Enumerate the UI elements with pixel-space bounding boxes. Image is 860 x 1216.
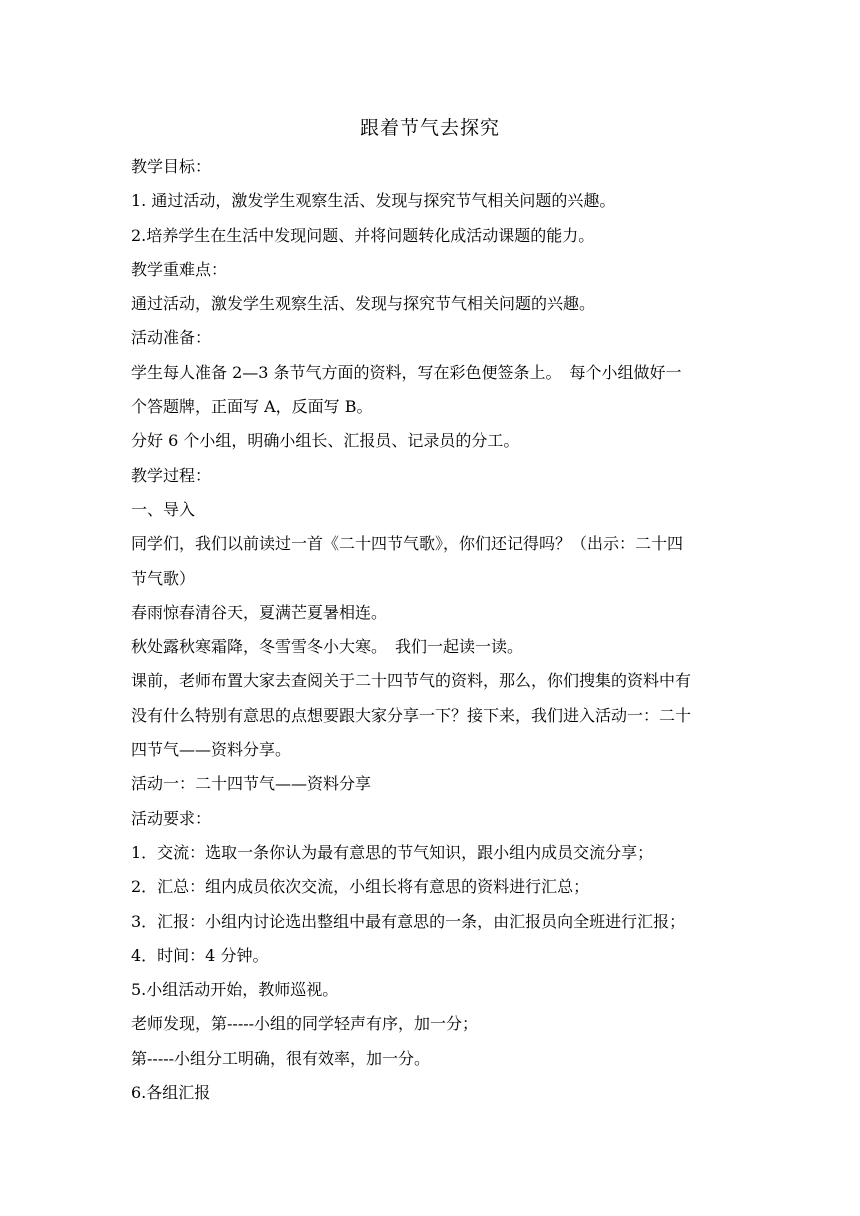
text-line: 2．汇总：组内成员依次交流，小组长将有意思的资料进行汇总； xyxy=(131,877,590,897)
text-line: 春雨惊春清谷天，夏满芒夏暑相连。 xyxy=(131,602,388,622)
text-line: 3．汇报：小组内讨论选出整组中最有意思的一条，由汇报员向全班进行汇报； xyxy=(131,911,686,931)
document-body xyxy=(131,150,735,1110)
text-line: 四节气——资料分享。 xyxy=(131,740,292,760)
text-line: 5.小组活动开始，教师巡视。 xyxy=(131,980,339,1000)
text-line: 老师发现，第-----小组的同学轻声有序，加一分； xyxy=(131,1014,479,1034)
text-line: 1．交流：选取一条你认为最有意思的节气知识，跟小组内成员交流分享； xyxy=(131,842,654,862)
text-line: 活动一：二十四节气——资料分享 xyxy=(131,774,372,794)
text-line: 课前，老师布置大家去查阅关于二十四节气的资料，那么，你们搜集的资料中有 xyxy=(131,671,692,691)
text-line: 一、导入 xyxy=(131,499,196,519)
text-line: 6.各组汇报 xyxy=(131,1083,211,1103)
text-line: 通过活动，激发学生观察生活、发现与探究节气相关问题的兴趣。 xyxy=(131,294,596,314)
text-line: 教学重难点： xyxy=(131,259,228,279)
text-line: 1. 通过活动，激发学生观察生活、发现与探究节气相关问题的兴趣。 xyxy=(131,191,616,211)
text-line: 节气歌） xyxy=(131,568,196,588)
text-line: 分好 6 个小组，明确小组长、汇报员、记录员的分工。 xyxy=(131,431,520,451)
text-line: 个答题牌，正面写 A，反面写 B。 xyxy=(131,397,373,417)
text-line: 第-----小组分工明确，很有效率，加一分。 xyxy=(131,1048,431,1068)
text-line: 教学目标： xyxy=(131,157,212,176)
text-line: 活动要求： xyxy=(131,808,212,828)
text-line: 教学过程： xyxy=(131,465,212,485)
text-line: 学生每人准备 2—3 条节气方面的资料，写在彩色便签条上。 每个小组做好一 xyxy=(131,362,682,382)
text-line: 2.培养学生在生活中发现问题、并将问题转化成活动课题的能力。 xyxy=(131,225,595,245)
text-line: 秋处露秋寒霜降，冬雪雪冬小大寒。 我们一起读一读。 xyxy=(131,637,524,657)
text-line: 活动准备： xyxy=(131,328,212,348)
text-line: 没有什么特别有意思的点想要跟大家分享一下？接下来，我们进入活动一：二十 xyxy=(131,705,692,725)
text-line: 4．时间：4 分钟。 xyxy=(131,945,269,965)
document-title: 跟着节气去探究 xyxy=(359,117,500,139)
text-line: 同学们，我们以前读过一首《二十四节气歌》，你们还记得吗？（出示：二十四 xyxy=(131,534,684,554)
